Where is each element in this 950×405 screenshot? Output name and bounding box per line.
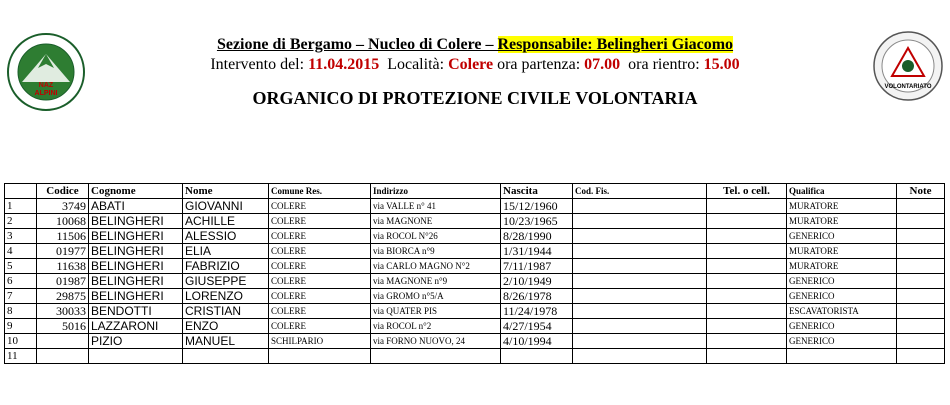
cell-qualifica: GENERICO xyxy=(787,289,897,304)
cell-telefono xyxy=(707,304,787,319)
header-section: Sezione di Bergamo – Nucleo di Colere – xyxy=(216,36,498,53)
cell-telefono xyxy=(707,274,787,289)
cell-nascita: 11/24/1978 xyxy=(501,304,573,319)
cell-nome: FABRIZIO xyxy=(183,259,269,274)
cell-nome: ELIA xyxy=(183,244,269,259)
cell-row-index: 9 xyxy=(5,319,37,334)
cell-nascita: 7/11/1987 xyxy=(501,259,573,274)
cell-cognome: BELINGHERI xyxy=(89,259,183,274)
cell-cognome xyxy=(89,349,183,364)
cell-note xyxy=(897,334,945,349)
table-header-row xyxy=(5,184,945,199)
cell-codice-fiscale xyxy=(573,259,707,274)
cell-indirizzo: via FORNO NUOVO, 24 xyxy=(371,334,501,349)
cell-codice-fiscale xyxy=(573,199,707,214)
intervention-place: Colere xyxy=(448,56,494,73)
cell-codice: 11506 xyxy=(37,229,89,244)
cell-cognome: BELINGHERI xyxy=(89,289,183,304)
document-title: ORGANICO DI PROTEZIONE CIVILE VOLONTARIA xyxy=(252,88,698,108)
cell-comune: COLERE xyxy=(269,259,371,274)
cell-note xyxy=(897,199,945,214)
col-cognome: Cognome xyxy=(89,184,183,199)
cell-indirizzo: via ROCOL N°26 xyxy=(371,229,501,244)
cell-cognome: BELINGHERI xyxy=(89,244,183,259)
cell-nome: GIOVANNI xyxy=(183,199,269,214)
cell-note xyxy=(897,274,945,289)
header-line-2 xyxy=(0,56,950,74)
cell-comune xyxy=(269,349,371,364)
cell-cognome: BELINGHERI xyxy=(89,229,183,244)
cell-nome: ALESSIO xyxy=(183,229,269,244)
cell-comune: COLERE xyxy=(269,274,371,289)
cell-indirizzo: via MAGNONE xyxy=(371,214,501,229)
cell-cognome: PIZIO xyxy=(89,334,183,349)
cell-indirizzo: via GROMO n°5/A xyxy=(371,289,501,304)
label-partenza: ora partenza: xyxy=(493,56,585,73)
cell-telefono xyxy=(707,244,787,259)
cell-telefono xyxy=(707,229,787,244)
label-rientro: ora rientro: xyxy=(620,56,704,73)
cell-row-index: 4 xyxy=(5,244,37,259)
col-comune: Comune Res. xyxy=(269,184,371,199)
cell-nome: ACHILLE xyxy=(183,214,269,229)
col-index xyxy=(5,184,37,199)
cell-qualifica: GENERICO xyxy=(787,319,897,334)
cell-nascita: 2/10/1949 xyxy=(501,274,573,289)
cell-row-index: 6 xyxy=(5,274,37,289)
cell-telefono xyxy=(707,319,787,334)
col-note: Note xyxy=(897,184,945,199)
departure-time: 07.00 xyxy=(584,56,621,73)
cell-note xyxy=(897,304,945,319)
cell-qualifica: GENERICO xyxy=(787,229,897,244)
cell-nome: MANUEL xyxy=(183,334,269,349)
cell-cognome: LAZZARONI xyxy=(89,319,183,334)
cell-codice: 10068 xyxy=(37,214,89,229)
table-row xyxy=(5,274,945,289)
cell-telefono xyxy=(707,334,787,349)
cell-codice-fiscale xyxy=(573,229,707,244)
cell-telefono xyxy=(707,349,787,364)
cell-qualifica xyxy=(787,349,897,364)
cell-indirizzo: via QUATER PIS xyxy=(371,304,501,319)
cell-nascita: 8/28/1990 xyxy=(501,229,573,244)
cell-codice-fiscale xyxy=(573,244,707,259)
cell-row-index: 11 xyxy=(5,349,37,364)
table-row xyxy=(5,259,945,274)
cell-cognome: BELINGHERI xyxy=(89,214,183,229)
cell-indirizzo: via VALLE n° 41 xyxy=(371,199,501,214)
cell-row-index: 7 xyxy=(5,289,37,304)
cell-nome xyxy=(183,349,269,364)
table-row xyxy=(5,214,945,229)
header-responsible: Responsabile: Belingheri Giacomo xyxy=(497,36,734,53)
cell-qualifica: MURATORE xyxy=(787,259,897,274)
col-qualifica: Qualifica xyxy=(787,184,897,199)
cell-indirizzo xyxy=(371,349,501,364)
cell-codice-fiscale xyxy=(573,334,707,349)
cell-nome: LORENZO xyxy=(183,289,269,304)
table-row xyxy=(5,229,945,244)
cell-comune: COLERE xyxy=(269,304,371,319)
cell-note xyxy=(897,229,945,244)
cell-indirizzo: via BIORCA n°9 xyxy=(371,244,501,259)
cell-indirizzo: via CARLO MAGNO N°2 xyxy=(371,259,501,274)
table-row xyxy=(5,304,945,319)
cell-cognome: ABATI xyxy=(89,199,183,214)
cell-qualifica: ESCAVATORISTA xyxy=(787,304,897,319)
cell-codice: 29875 xyxy=(37,289,89,304)
cell-comune: SCHILPARIO xyxy=(269,334,371,349)
cell-telefono xyxy=(707,289,787,304)
cell-cognome: BENDOTTI xyxy=(89,304,183,319)
cell-row-index: 10 xyxy=(5,334,37,349)
cell-note xyxy=(897,214,945,229)
col-nome: Nome xyxy=(183,184,269,199)
col-tel: Tel. o cell. xyxy=(707,184,787,199)
cell-comune: COLERE xyxy=(269,244,371,259)
cell-nascita: 4/10/1994 xyxy=(501,334,573,349)
cell-row-index: 5 xyxy=(5,259,37,274)
cell-row-index: 1 xyxy=(5,199,37,214)
cell-codice-fiscale xyxy=(573,304,707,319)
cell-nome: GIUSEPPE xyxy=(183,274,269,289)
col-indirizzo: Indirizzo xyxy=(371,184,501,199)
svg-text:NAZ: NAZ xyxy=(38,82,54,89)
cell-qualifica: MURATORE xyxy=(787,214,897,229)
return-time: 15.00 xyxy=(703,56,740,73)
cell-codice xyxy=(37,349,89,364)
cell-indirizzo: via MAGNONE n°9 xyxy=(371,274,501,289)
cell-note xyxy=(897,259,945,274)
intervention-date: 11.04.2015 xyxy=(308,56,380,73)
cell-telefono xyxy=(707,214,787,229)
svg-text:VOLONTARIATO: VOLONTARIATO xyxy=(884,84,932,90)
cell-codice: 5016 xyxy=(37,319,89,334)
table-row xyxy=(5,319,945,334)
cell-telefono xyxy=(707,259,787,274)
cell-comune: COLERE xyxy=(269,214,371,229)
cell-codice-fiscale xyxy=(573,319,707,334)
col-codice: Codice xyxy=(37,184,89,199)
cell-codice: 3749 xyxy=(37,199,89,214)
cell-nome: ENZO xyxy=(183,319,269,334)
cell-qualifica: MURATORE xyxy=(787,244,897,259)
col-codfis: Cod. Fis. xyxy=(573,184,707,199)
cell-note xyxy=(897,319,945,334)
cell-note xyxy=(897,289,945,304)
cell-indirizzo: via ROCOL n°2 xyxy=(371,319,501,334)
cell-nome: CRISTIAN xyxy=(183,304,269,319)
volunteer-table xyxy=(4,183,945,364)
cell-codice-fiscale xyxy=(573,289,707,304)
table-row xyxy=(5,334,945,349)
cell-codice: 30033 xyxy=(37,304,89,319)
cell-nascita xyxy=(501,349,573,364)
cell-nascita: 10/23/1965 xyxy=(501,214,573,229)
cell-qualifica: MURATORE xyxy=(787,199,897,214)
cell-comune: COLERE xyxy=(269,319,371,334)
cell-nascita: 1/31/1944 xyxy=(501,244,573,259)
cell-codice xyxy=(37,334,89,349)
cell-row-index: 2 xyxy=(5,214,37,229)
cell-codice-fiscale xyxy=(573,214,707,229)
cell-nascita: 8/26/1978 xyxy=(501,289,573,304)
cell-note xyxy=(897,349,945,364)
table-row xyxy=(5,349,945,364)
cell-nascita: 4/27/1954 xyxy=(501,319,573,334)
cell-comune: COLERE xyxy=(269,289,371,304)
cell-row-index: 8 xyxy=(5,304,37,319)
cell-comune: COLERE xyxy=(269,199,371,214)
cell-codice-fiscale xyxy=(573,274,707,289)
label-intervento: Intervento del: xyxy=(210,56,309,73)
table-row xyxy=(5,244,945,259)
cell-qualifica: GENERICO xyxy=(787,274,897,289)
cell-codice-fiscale xyxy=(573,349,707,364)
cell-row-index: 3 xyxy=(5,229,37,244)
table-row xyxy=(5,289,945,304)
col-nascita: Nascita xyxy=(501,184,573,199)
label-localita: Località: xyxy=(379,56,449,73)
table-row xyxy=(5,199,945,214)
cell-cognome: BELINGHERI xyxy=(89,274,183,289)
cell-codice: 11638 xyxy=(37,259,89,274)
cell-comune: COLERE xyxy=(269,229,371,244)
cell-telefono xyxy=(707,199,787,214)
cell-nascita: 15/12/1960 xyxy=(501,199,573,214)
cell-qualifica: GENERICO xyxy=(787,334,897,349)
cell-note xyxy=(897,244,945,259)
cell-codice: 01987 xyxy=(37,274,89,289)
svg-text:ALPINI: ALPINI xyxy=(34,90,58,97)
header-line-1 xyxy=(0,36,950,54)
cell-codice: 01977 xyxy=(37,244,89,259)
